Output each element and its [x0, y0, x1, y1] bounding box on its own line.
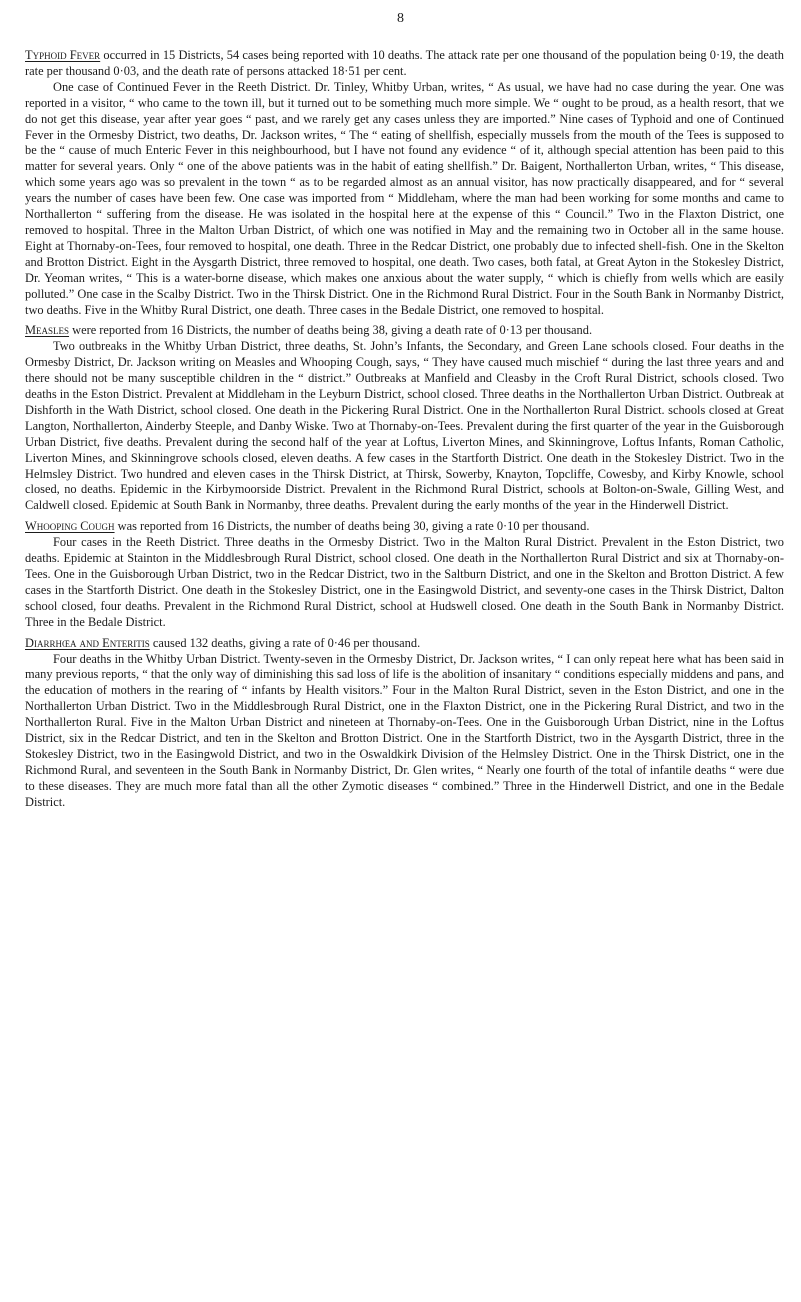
section-paragraph: Four deaths in the Whitby Urban District. Twenty-seven in the Ormesby District, Dr. Jackson writes, “ I can only repeat here what has been said in many previous reports, “ that the only way of diminishing this sad loss of life is the abolition of insanitary “ conditions especially middens and pans, and the education of mothers in the rearing of “ infants by Health visitors.” Four in the Malton Rural District, seven in the Eston District, and one in the Northallerton Urban District. Two in the Middlesbrough Rural District, one in the Flaxton District, one in the Pickering Rural District, and two in the Northallerton Rural. Five in the Malton Urban District and nineteen at Thornaby-on-Tees. One in the Guisborough Urban District, nine in the Loftus District, six in the Redcar District, and ten in the Skelton and Brotton District. One in the Startforth District, two in the Aysgarth District, three in the Stokesley District, two in the Easingwold District, and two in the Oswaldkirk Division of the Helmsley District. One in the Thirsk District, one in the Richmond Rural, and seventeen in the South Bank in Normanby District, Dr. Glen writes, “ Nearly one fourth of the total of infantile deaths “ were due to these diseases. They are much more fatal than all the other Zymotic diseases “ combined.” Three in the Hinderwell District, and one in the Bedale District.: [25, 651, 784, 809]
section-heading: Diarrhœa and Enteritis: [25, 635, 150, 650]
section-heading: Measles: [25, 323, 70, 338]
section-paragraph: Two outbreaks in the Whitby Urban District, three deaths, St. John’s Infants, the Secondary, and Green Lane schools closed. Four deaths in the Ormesby District, Dr. Jackson writing on Measles and Whooping Cough, says, “ They have caused much mischief “ during the last three years and and there should not be many susceptible children in the “ district.” Outbreaks at Manfield and Cleasby in the Croft Rural District, schools closed. Two deaths in the Eston District. Prevalent at Middleham in the Leyburn District, school closed. Three deaths in the Northallerton Urban District. Outbreak at Dishforth in the Wath District, school closed. One death in the Pickering Rural District. One in the Northallerton Rural District. schools closed at Great Langton, Northallerton, Ainderby Steeple, and Danby Wiske. Two at Thornaby-on-Tees. Prevalent during the first quarter of the year in the Guisborough Urban District, five deaths. Prevalent during the second half of the year at Loftus, Liverton Mines, and Skinningrove, Loftus Infants, Roman Catholic, Liverton Mines, and Skinningrove schools closed, eleven deaths. A few cases in the Startforth District. One death in the Stokesley District. Two in the Helmsley District. Two hundred and eleven cases in the Thirsk District, at Thirsk, Sowerby, Knayton, Topcliffe, Cowesby, and Kirby Knowle, school closed, no deaths. Epidemic in the Kirbymoorside District. Prevalent in the Richmond Rural District, schools at Bolton-on-Swale, Gilling West, and Caldwell closed. Epidemic at South Bank in Normanby, three deaths. Prevalent during the early months of the year in the Hinderwell District.: [25, 339, 784, 513]
section-measles: [25, 323, 784, 514]
section-heading: Typhoid Fever: [25, 48, 101, 62]
report-body: [25, 48, 784, 812]
section-diarrhoea-enteritis: [25, 636, 784, 811]
section-whooping-cough: [25, 519, 784, 630]
section-lead-text: caused 132 deaths, giving a rate of 0·46 per thousand.: [149, 635, 421, 650]
section-paragraph: One case of Continued Fever in the Reeth District. Dr. Tinley, Whitby Urban, writes, “ As usual, we have had no case during the year. One was reported in a visitor, “ who came to the town ill, but it turned out to be something much more simple. We “ ought to be proud, as a health resort, that we do not get this disease, year after year goes “ past, and we rarely get any cases unless they are imported.” Nine cases of Typhoid and one of Continued Fever in the Ormesby District, two deaths, Dr. Jackson writes, “ The “ eating of shellfish, especially mussels from the mouth of the Tees is supposed to be the “ cause of much Enteric Fever in this neighbourhood, but I have not found any evidence “ of it, although special attention has been paid to this matter for several years. Only “ one of the above patients was in the habit of eating shellfish.” Dr. Baigent, Northallerton Urban, writes, “ This disease, which some years ago was so prevalent in the town “ as to be regarded almost as an annual visitor, has now practically disappeared, and for “ several years the number of cases have been few. One case was imported from “ Middleham, where the man had been working for some months and came to Northallerton “ suffering from the disease. He was isolated in the hospital here at the expense of this “ Council.” Two in the Flaxton District, one removed to hospital. Three in the Malton Urban District, of which one was notified in May and the remaining two in October all in the same house. Eight at Thornaby-on-Tees, four removed to hospital, one death. Three in the Redcar District, one probably due to infected shell-fish. One in the Skelton and Brotton District. Eight in the Aysgarth District, three removed to hospital, one death. Two cases, both fatal, at Great Ayton in the Stokesley District, Dr. Yeoman writes, “ This is a water-borne disease, which makes one anxious about the water supply, “ which is chiefly from wells which are easily polluted.” One case in the Scalby District. Two in the Thirsk District. One in the Richmond Rural District. Four in the South Bank in Normanby District, two deaths. Five in the Whitby Rural District, one death. Three cases in the Bedale District, one removed to hospital.: [25, 79, 784, 317]
page-number: 8: [397, 11, 404, 26]
section-lead-text: was reported from 16 Districts, the number of deaths being 30, giving a rate 0·10 per thousand.: [114, 519, 590, 534]
section-lead: [25, 519, 784, 535]
section-heading: Whooping Cough: [25, 519, 115, 534]
section-lead: [25, 323, 784, 339]
section-lead: [25, 636, 784, 652]
section-typhoid-fever: [25, 48, 784, 318]
section-paragraph: Four cases in the Reeth District. Three deaths in the Ormesby District. Two in the Malton Rural District. Prevalent in the Eston District, two deaths. Epidemic at Stainton in the Middlesbrough Rural District, school closed. One death in the Northallerton Rural District and six at Thornaby-on-Tees. One in the Guisborough Urban District, two in the Redcar District, two in the Saltburn District, and one in the Skelton and Brotton District. A few cases in the Startforth District. One death in the Stokesley District, one in the Easingwold District, and seventy-one cases in the Thirsk District, Dalton school closed, four deaths. Prevalent in the Richmond Rural District, school at Hudswell closed. One death in the South Bank in Normanby District. Three in the Bedale District.: [25, 535, 784, 629]
section-lead: [25, 48, 784, 80]
section-lead-text: were reported from 16 Districts, the number of deaths being 38, giving a death rate of 0·13 per thousand.: [69, 323, 593, 338]
section-lead-text: occurred in 15 Districts, 54 cases being reported with 10 deaths. The attack rate per one thousand of the population being 0·19, the death rate per thousand 0·03, and the death rate of persons attacked 18·51 per cent.: [25, 48, 784, 78]
